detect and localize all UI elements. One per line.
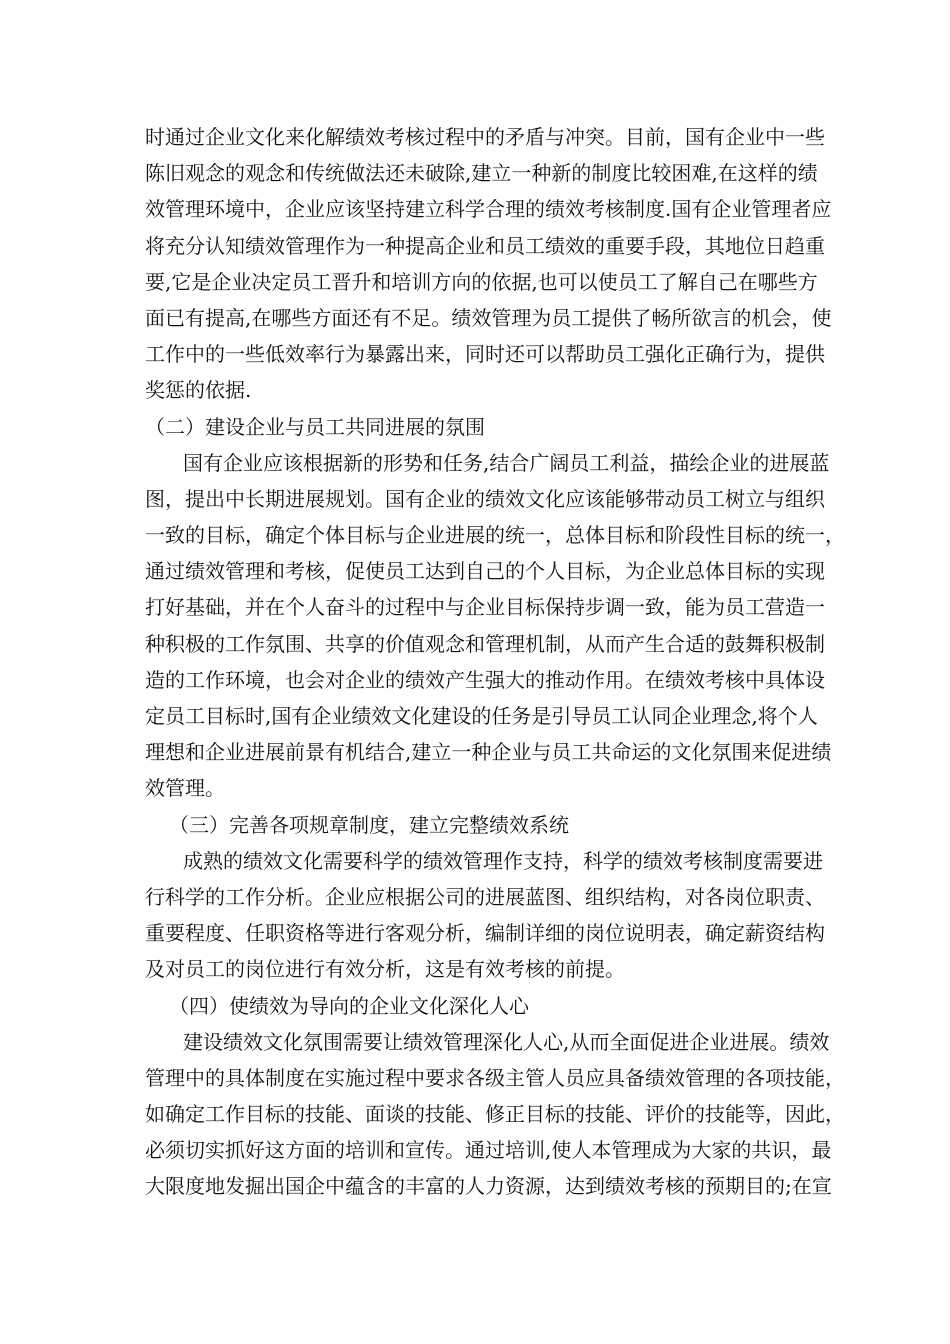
paragraph-line: 重要程度、任职资格等进行客观分析，编制详细的岗位说明表，确定薪资结构 — [145, 921, 825, 946]
paragraph-line: 理想和企业进展前景有机结合,建立一种企业与员工共命运的文化氛围来促进绩 — [145, 740, 832, 765]
section-heading-4: （四）使绩效为导向的企业文化深化人心 — [169, 993, 529, 1018]
paragraph-line: 要,它是企业决定员工晋升和培训方向的依据,也可以使员工了解自己在哪些方 — [145, 269, 818, 294]
paragraph-line: 将充分认知绩效管理作为一种提高企业和员工绩效的重要手段，其地位日趋重 — [145, 233, 825, 258]
paragraph-line: 建设绩效文化氛围需要让绩效管理深化人心,从而全面促进企业进展。绩效 — [183, 1029, 830, 1054]
document-body — [145, 119, 845, 1205]
paragraph-line: 必须切实抓好这方面的培训和宣传。通过培训,使人本管理成为大家的共识，最 — [145, 1138, 832, 1163]
paragraph-line: 奖惩的依据. — [145, 378, 252, 403]
paragraph-line: 一致的目标，确定个体目标与企业进展的统一，总体目标和阶段性目标的统一， — [145, 523, 845, 548]
section-heading-3: （三）完善各项规章制度，建立完整绩效系统 — [169, 812, 569, 837]
paragraph-line: 国有企业应该根据新的形势和任务,结合广阔员工利益，描绘企业的进展蓝 — [183, 450, 830, 475]
paragraph-line: 造的工作环境，也会对企业的绩效产生强大的推动作用。在绩效考核中具体设 — [145, 667, 825, 692]
paragraph-line: 如确定工作目标的技能、面谈的技能、修正目标的技能、评价的技能等，因此， — [145, 1102, 845, 1127]
paragraph-line: 通过绩效管理和考核，促使员工达到自己的个人目标，为企业总体目标的实现 — [145, 559, 825, 584]
paragraph-line: 及对员工的岗位进行有效分析，这是有效考核的前提。 — [145, 957, 625, 982]
paragraph-line: 行科学的工作分析。企业应根据公司的进展蓝图、组织结构，对各岗位职责、 — [145, 884, 825, 909]
paragraph-line: 效管理。 — [145, 776, 225, 801]
paragraph-line: 面已有提高,在哪些方面还有不足。绩效管理为员工提供了畅所欲言的机会，使 — [145, 305, 832, 330]
paragraph-line: 时通过企业文化来化解绩效考核过程中的矛盾与冲突。目前，国有企业中一些 — [145, 125, 825, 149]
paragraph-line: 管理中的具体制度在实施过程中要求各级主管人员应具备绩效管理的各项技能， — [145, 1065, 845, 1090]
paragraph-line: 大限度地发掘出国企中蕴含的丰富的人力资源，达到绩效考核的预期目的;在宣 — [145, 1174, 832, 1199]
section-heading-2: （二）建设企业与员工共同进展的氛围 — [145, 414, 485, 439]
paragraph-line: 工作中的一些低效率行为暴露出来，同时还可以帮助员工强化正确行为，提供 — [145, 342, 825, 367]
paragraph-line: 打好基础，并在个人奋斗的过程中与企业目标保持步调一致，能为员工营造一 — [145, 595, 825, 620]
paragraph-line: 效管理环境中，企业应该坚持建立科学合理的绩效考核制度.国有企业管理者应 — [145, 197, 832, 222]
paragraph-line: 成熟的绩效文化需要科学的绩效管理作支持，科学的绩效考核制度需要进 — [183, 848, 823, 873]
paragraph-line: 定员工目标时,国有企业绩效文化建设的任务是引导员工认同企业理念,将个人 — [145, 704, 818, 728]
paragraph-line: 图，提出中长期进展规划。国有企业的绩效文化应该能够带动员工树立与组织 — [145, 486, 825, 511]
paragraph-line: 陈旧观念的观念和传统做法还未破除,建立一种新的制度比较困难,在这样的绩 — [145, 161, 818, 186]
paragraph-line: 种积极的工作氛围、共享的价值观念和管理机制，从而产生合适的鼓舞积极制 — [145, 631, 825, 656]
